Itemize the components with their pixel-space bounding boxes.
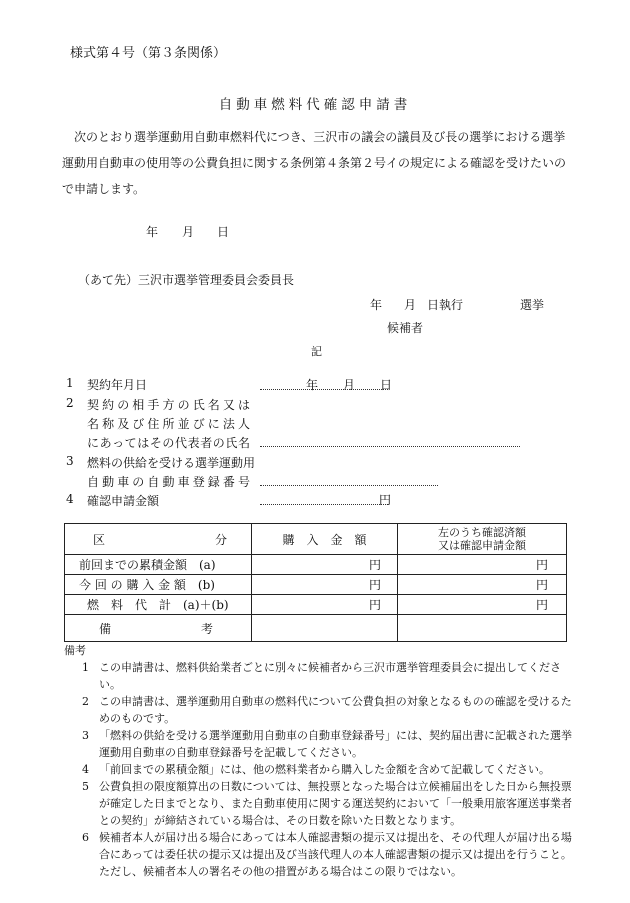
candidate-label: 候補者	[387, 321, 424, 335]
note-number: 6	[82, 831, 89, 844]
item-number: 3	[66, 454, 74, 468]
note-text: 「燃料の供給を受ける選挙運動用自動車の自動車登録番号」には、契約届出書に記載された選挙運動用自動車の自動車登録番号を記載してください。	[99, 729, 572, 759]
note-item	[62, 761, 582, 778]
application-amount-field[interactable]	[260, 504, 388, 505]
row-purchase-cell[interactable]: 円	[252, 595, 398, 615]
table-row	[65, 575, 567, 595]
item1-day: 日	[380, 378, 393, 392]
note-text: 候補者本人が届け出る場合にあっては本人確認書類の提示又は提出を、その代理人が届け出る場合にあっては委任状の提示又は提出及び当該代理人の本人確認書類の提示又は提出を行うこと。ただし、候補者本人の署名その他の措置がある場合はこの限りではない。	[99, 831, 572, 878]
item-label: 名称及び住所並びに法人	[87, 417, 250, 431]
note-item	[62, 778, 582, 829]
date-year: 年	[146, 225, 159, 239]
form-number: 様式第４号（第３条関係）	[70, 46, 227, 61]
row-confirmed-cell[interactable]: 円	[398, 575, 567, 595]
remarks-cell[interactable]	[398, 615, 567, 642]
row-purchase-cell[interactable]: 円	[252, 575, 398, 595]
ki-label: 記	[311, 345, 322, 358]
note-item	[62, 727, 582, 761]
note-text: 「前回までの累積金額」には、他の燃料業者から購入した金額を含めて記載してください。	[99, 763, 550, 776]
remarks-label-left: 備	[99, 621, 112, 636]
note-number: 3	[82, 729, 89, 742]
row-confirmed-cell[interactable]: 円	[398, 555, 567, 575]
election-type-label: 選挙	[520, 298, 545, 312]
registration-number-field[interactable]	[260, 485, 438, 486]
item-label: 契約年月日	[87, 378, 148, 392]
addressee: （あて先）三沢市選挙管理委員会委員長	[78, 273, 295, 287]
note-text: この申請書は、選挙運動用自動車の燃料代について公費負担の対象となるものの確認を受けるためのものです。	[99, 695, 572, 725]
row-purchase-cell[interactable]: 円	[252, 555, 398, 575]
election-year: 年	[370, 298, 383, 312]
note-item	[62, 829, 582, 880]
item-label: 確認申請金額	[87, 494, 160, 508]
item-label: 自動車の自動車登録番号	[87, 475, 250, 489]
header-classification-left: 区	[93, 532, 106, 547]
intro-paragraph: 次のとおり選挙運動用自動車燃料代につき、三沢市の議会の議員及び長の選挙における選挙運動用自動車の使用等の公費負担に関する条例第４条第２号イの規定による確認を受けたいので申請します。	[62, 130, 567, 196]
remarks-cell[interactable]	[252, 615, 398, 642]
notes-heading: 備考	[64, 644, 86, 657]
amount-table	[64, 523, 567, 642]
remarks-label	[65, 615, 252, 642]
date-month: 月	[182, 225, 195, 239]
item-number: 4	[66, 492, 74, 506]
row-label: 燃 料 代 計 (a)＋(b)	[65, 595, 252, 615]
note-text: 公費負担の限度額算出の日数については、無投票となった場合は立候補届出をした日から無投票が確定した日までとなり、また自動車使用に関する運送契約において「一般乗用旅客運送事業者との契約」が締結されている場合は、その日数を除いた日数となります。	[99, 780, 572, 827]
header-classification-right: 分	[214, 532, 227, 547]
contract-date-field[interactable]	[260, 389, 388, 390]
table-row	[65, 555, 567, 575]
header-confirmed-line2: 又は確認申請金額	[438, 539, 526, 552]
note-text: この申請書は、燃料供給業者ごとに別々に候補者から三沢市選挙管理委員会に提出してください。	[99, 661, 561, 691]
header-confirmed-line1: 左のうち確認済額	[438, 526, 526, 539]
counterparty-field[interactable]	[260, 446, 520, 447]
election-month: 月	[404, 298, 417, 312]
date-day: 日	[217, 225, 230, 239]
document-title: 自動車燃料代確認申請書	[218, 97, 412, 113]
intro-text	[62, 124, 572, 202]
note-number: 5	[82, 780, 89, 793]
header-confirmed-amount	[398, 524, 567, 555]
note-item	[62, 659, 582, 693]
note-number: 2	[82, 695, 89, 708]
item1-year: 年	[306, 378, 319, 392]
notes-section	[62, 642, 582, 880]
item-number: 2	[66, 396, 74, 410]
item1-month: 月	[343, 378, 356, 392]
row-confirmed-cell[interactable]: 円	[398, 595, 567, 615]
note-item	[62, 693, 582, 727]
table-row	[65, 595, 567, 615]
row-label: 今 回 の 購 入 金 額 (b)	[65, 575, 252, 595]
note-number: 4	[82, 763, 89, 776]
item4-unit: 円	[379, 493, 392, 507]
header-purchase-amount: 購 入 金 額	[252, 524, 398, 555]
election-day-exec: 日執行	[427, 298, 464, 312]
note-number: 1	[82, 661, 89, 674]
table-header-row	[65, 524, 567, 555]
row-label: 前回までの累積金額 (a)	[65, 555, 252, 575]
header-classification	[65, 524, 252, 555]
table-remarks-row	[65, 615, 567, 642]
item-number: 1	[66, 376, 74, 390]
item-label: にあってはその代表者の氏名	[87, 436, 250, 450]
remarks-label-right: 考	[200, 621, 213, 636]
item-label: 契約の相手方の氏名又は	[87, 398, 250, 412]
item-label: 燃料の供給を受ける選挙運動用	[87, 456, 256, 470]
